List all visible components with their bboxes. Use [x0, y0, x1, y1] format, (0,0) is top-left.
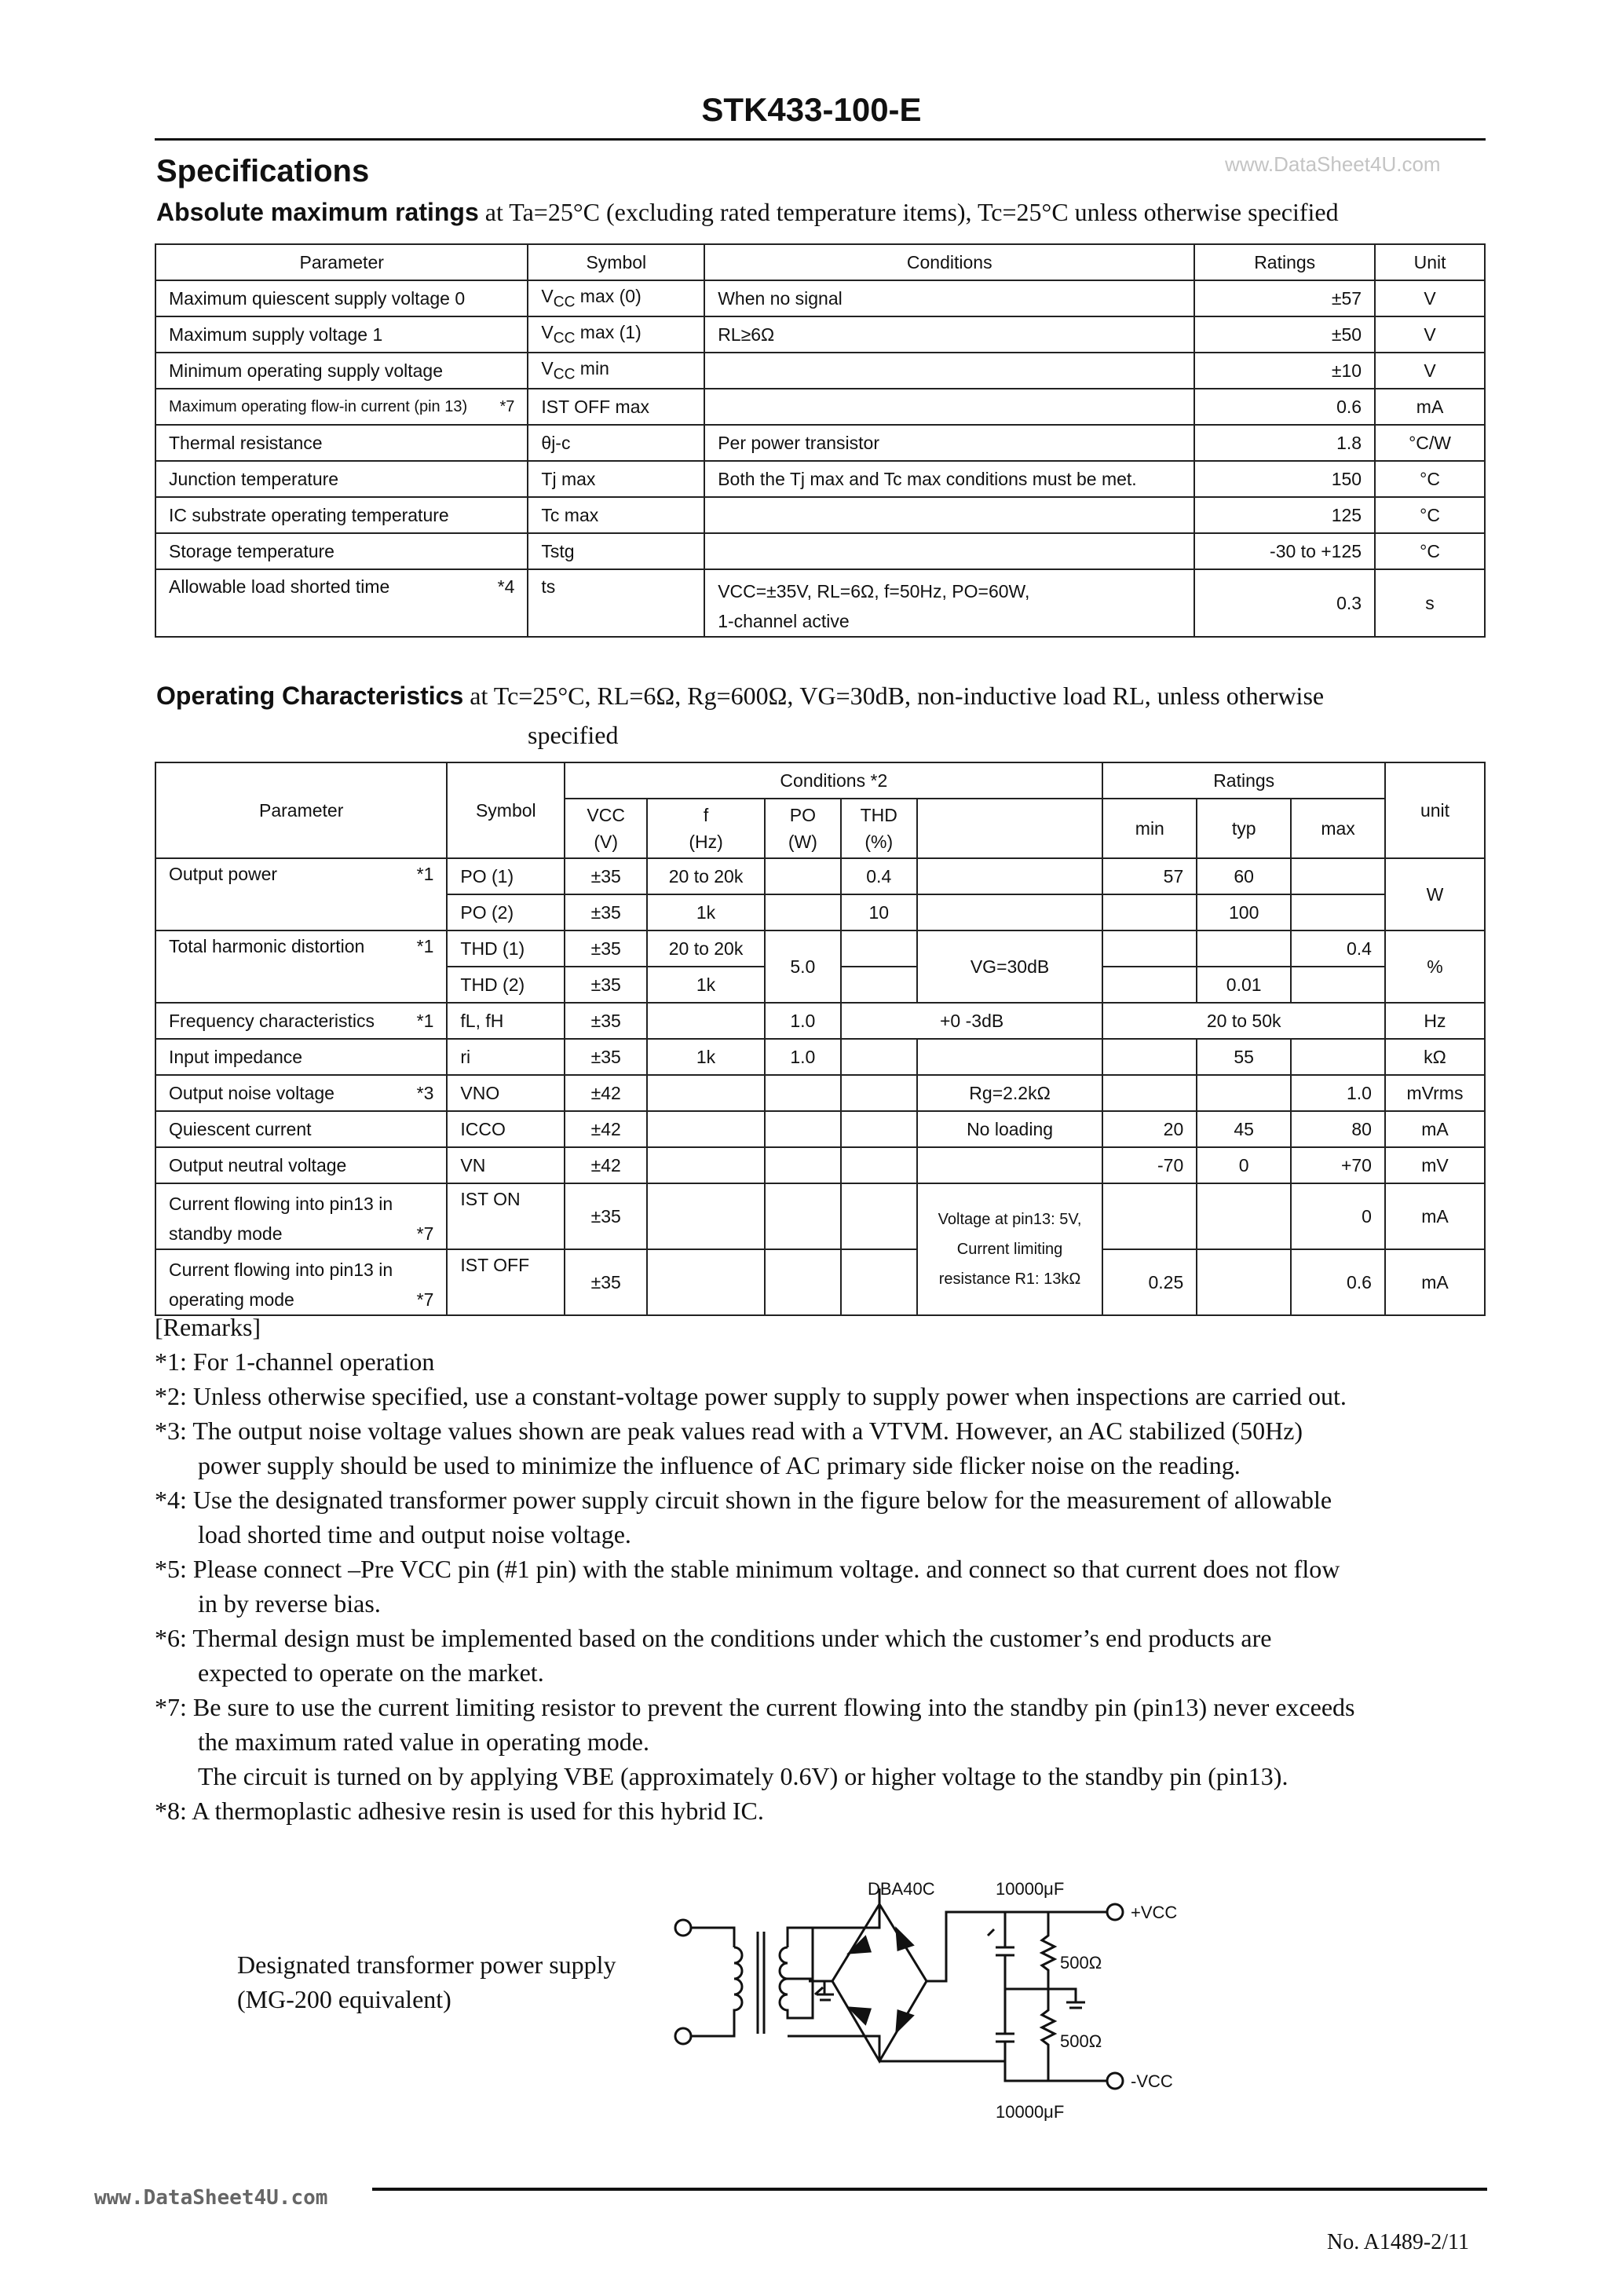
remark-line: in by reverse bias. [198, 1589, 381, 1618]
abs-param: Maximum supply voltage 1 [155, 316, 528, 353]
table-row [155, 461, 1485, 497]
op-symbol: ri [447, 1039, 565, 1075]
abs-symbol: $V_{CC}$ max (0) [528, 280, 704, 316]
abs-symbol: $V_{CC}$ min [528, 353, 704, 389]
remark-line: the maximum rated value in operating mode. [198, 1727, 649, 1756]
abs-unit: s [1375, 569, 1485, 637]
op-symbol: PO (2) [447, 894, 565, 930]
op-symbol: ICCO [447, 1111, 565, 1147]
op-header-typ: typ [1197, 799, 1291, 858]
abs-param: Maximum quiescent supply voltage 0 [155, 280, 528, 316]
abs-cond: RL≥6Ω [704, 316, 1194, 353]
table-row [155, 533, 1485, 569]
primary-coil-icon [734, 1947, 742, 2018]
abs-symbol: θj-c [528, 425, 704, 461]
table-row [155, 280, 1485, 316]
terminal-icon [675, 2028, 691, 2044]
op-symbol: THD (2) [447, 967, 565, 1003]
remark-line: *5: Please connect –Pre VCC pin (#1 pin) with the stable minimum voltage. and connect so that current does not flow [155, 1555, 1340, 1583]
op-param: Output power *1 [155, 858, 447, 930]
abs-unit: °C [1375, 533, 1485, 569]
remark-line: power supply should be used to minimize the influence of AC primary side flicker noise on the reading. [198, 1451, 1241, 1479]
res-bottom-label: 500Ω [1060, 2031, 1102, 2051]
abs-cond [704, 533, 1194, 569]
abs-cond [704, 389, 1194, 425]
op-heading [156, 682, 1324, 711]
abs-cond: Per power transistor [704, 425, 1194, 461]
abs-rating: ±10 [1194, 353, 1375, 389]
op-param: Current flowing into pin13 in standby mode *7 [155, 1183, 447, 1249]
abs-symbol: ts [528, 569, 704, 637]
operating-characteristics-table [155, 762, 1486, 1316]
terminal-icon [1107, 2073, 1123, 2089]
op-header-blank [917, 799, 1103, 858]
bridge-label: DBA40C [868, 1879, 935, 1899]
abs-rating: 0.3 [1194, 569, 1375, 637]
op-symbol: VN [447, 1147, 565, 1183]
remark-line: *8: A thermoplastic adhesive resin is used for this hybrid IC. [155, 1797, 764, 1825]
figure-caption: Designated transformer power supply (MG-200 equivalent) [237, 1951, 616, 2013]
abs-unit: °C/W [1375, 425, 1485, 461]
capacitor-icon [996, 1998, 1014, 2081]
table-row [155, 497, 1485, 533]
abs-rating: 150 [1194, 461, 1375, 497]
remark-line: *4: Use the designated transformer power supply circuit shown in the figure below for the measurement of allowable [155, 1486, 1332, 1514]
table-row: Output noise voltage *3 VNO ±42 Rg=2.2kΩ 1.0 mVrms [155, 1075, 1485, 1111]
cap-top-label: 10000μF [996, 1879, 1065, 1899]
abs-param: Storage temperature [155, 533, 528, 569]
document-number: No. A1489-2/11 [1327, 2230, 1469, 2254]
op-symbol: VNO [447, 1075, 565, 1111]
abs-header-symbol: Symbol [528, 244, 704, 280]
op-header-vcc: VCC (V) [565, 799, 647, 858]
remarks-block [155, 1310, 1490, 1828]
abs-cond: Both the Tj max and Tc max conditions must be met. [704, 461, 1194, 497]
abs-rating: ±57 [1194, 280, 1375, 316]
part-number-title: STK433-100-E [701, 91, 922, 128]
res-top-label: 500Ω [1060, 1953, 1102, 1972]
op-header-ratings: Ratings [1102, 762, 1385, 799]
abs-unit: V [1375, 280, 1485, 316]
abs-param: Allowable load shorted time *4 [155, 569, 528, 637]
remark-line: expected to operate on the market. [198, 1658, 544, 1687]
footer-watermark[interactable]: www.DataSheet4U.com [94, 2186, 328, 2210]
remark-line: *2: Unless otherwise specified, use a constant-voltage power supply to supply power when inspections are carried out. [155, 1382, 1347, 1410]
abs-unit: °C [1375, 497, 1485, 533]
op-header-f: f (Hz) [647, 799, 765, 858]
capacitor-icon [996, 1912, 1014, 1981]
abs-cond [704, 497, 1194, 533]
op-header-max: max [1291, 799, 1385, 858]
abs-cond [704, 353, 1194, 389]
op-symbol: IST OFF [447, 1249, 565, 1315]
op-condition-2: specified [528, 721, 619, 749]
op-header-conditions: Conditions *2 [565, 762, 1102, 799]
remark-line: load shorted time and output noise voltage. [198, 1520, 631, 1548]
abs-heading [156, 198, 1339, 227]
abs-header-conditions: Conditions [704, 244, 1194, 280]
table-row: Total harmonic distortion *1 THD (1) ±35 20 to 20k 5.0 VG=30dB 0.4 % [155, 930, 1485, 967]
transformer-power-supply-diagram [660, 1873, 1288, 2132]
secondary-coil-icon [780, 1928, 813, 2018]
table-row [155, 569, 1485, 637]
table-row [155, 353, 1485, 389]
abs-param: Maximum operating flow-in current (pin 13) *7 [155, 389, 528, 425]
op-header-po: PO (W) [765, 799, 841, 858]
resistor-icon [1042, 1912, 1055, 1989]
abs-symbol: Tj max [528, 461, 704, 497]
remark-line: *7: Be sure to use the current limiting resistor to prevent the current flowing into the standby pin (pin13) never exceeds [155, 1693, 1355, 1721]
cap-bottom-label: 10000μF [996, 2102, 1065, 2122]
abs-symbol: Tstg [528, 533, 704, 569]
abs-symbol: Tc max [528, 497, 704, 533]
op-param: Current flowing into pin13 in operating mode *7 [155, 1249, 447, 1315]
op-param: Output noise voltage *3 [155, 1075, 447, 1111]
watermark-top[interactable]: www.DataSheet4U.com [1225, 152, 1441, 176]
table-row: Output power *1 PO (1) ±35 20 to 20k 0.4 57 60 W [155, 858, 1485, 894]
primary-wire [691, 1928, 734, 2036]
abs-rating: 125 [1194, 497, 1375, 533]
abs-param: Thermal resistance [155, 425, 528, 461]
abs-cond: When no signal [704, 280, 1194, 316]
abs-rating: 0.6 [1194, 389, 1375, 425]
table-row: Current flowing into pin13 in operating mode *7 IST OFF ±35 0.25 0.6 mA [155, 1249, 1485, 1315]
table-row: Current flowing into pin13 in standby mode *7 IST ON ±35 Voltage at pin13: 5V, Current limiting resistance R1: 13kΩ 0 mA [155, 1183, 1485, 1249]
table-row: PO (2) ±35 1k 10 100 [155, 894, 1485, 930]
op-param: Output neutral voltage [155, 1147, 447, 1183]
op-symbol: IST ON [447, 1183, 565, 1249]
abs-param: IC substrate operating temperature [155, 497, 528, 533]
abs-symbol: IST OFF max [528, 389, 704, 425]
terminal-icon [1107, 1904, 1123, 1920]
abs-param: Junction temperature [155, 461, 528, 497]
abs-header-unit: Unit [1375, 244, 1485, 280]
abs-header-ratings: Ratings [1194, 244, 1375, 280]
op-header-min: min [1102, 799, 1197, 858]
abs-cond: VCC=±35V, RL=6Ω, f=50Hz, PO=60W, 1-channel active [704, 569, 1194, 637]
remark-line: The circuit is turned on by applying VBE (approximately 0.6V) or higher voltage to the standby pin (pin13). [198, 1762, 1289, 1790]
table-row: Quiescent current ICCO ±42 No loading 20 45 80 mA [155, 1111, 1485, 1147]
op-title: Operating Characteristics [156, 682, 464, 710]
op-symbol: PO (1) [447, 858, 565, 894]
abs-max-ratings-table [155, 243, 1486, 638]
op-param: Quiescent current [155, 1111, 447, 1147]
abs-unit: V [1375, 316, 1485, 353]
table-row [155, 316, 1485, 353]
table-row: Input impedance ri ±35 1k 1.0 55 kΩ [155, 1039, 1485, 1075]
op-symbol: fL, fH [447, 1003, 565, 1039]
abs-unit: °C [1375, 461, 1485, 497]
abs-title: Absolute maximum ratings [156, 198, 479, 226]
ground-icon [1066, 2002, 1085, 2008]
remark-line: *6: Thermal design must be implemented based on the conditions under which the customer’s end products are [155, 1624, 1272, 1652]
vcc-negative-label: -VCC [1131, 2071, 1173, 2091]
op-param: Total harmonic distortion *1 [155, 930, 447, 1003]
op-header-unit: unit [1385, 762, 1485, 858]
header-rule [155, 138, 1486, 141]
abs-rating: 1.8 [1194, 425, 1375, 461]
abs-param: Minimum operating supply voltage [155, 353, 528, 389]
abs-symbol: $V_{CC}$ max (1) [528, 316, 704, 353]
op-param: Input impedance [155, 1039, 447, 1075]
abs-condition: at Ta=25°C (excluding rated temperature items), Tc=25°C unless otherwise specified [478, 198, 1339, 226]
footer-rule [372, 2188, 1487, 2191]
abs-header-parameter: Parameter [155, 244, 528, 280]
table-row: Output neutral voltage VN ±42 -70 0 +70 mV [155, 1147, 1485, 1183]
abs-rating: -30 to +125 [1194, 533, 1375, 569]
op-header-symbol: Symbol [447, 762, 565, 858]
table-row [155, 425, 1485, 461]
abs-unit: mA [1375, 389, 1485, 425]
table-row: THD (2) ±35 1k 0.01 [155, 967, 1485, 1003]
section-title: Specifications [156, 154, 370, 188]
resistor-icon [1042, 1989, 1055, 2081]
vcc-positive-label: +VCC [1131, 1903, 1178, 1922]
op-symbol: THD (1) [447, 930, 565, 967]
remark-line: *1: For 1-channel operation [155, 1347, 435, 1376]
remarks-title: [Remarks] [155, 1313, 261, 1341]
table-row: Frequency characteristics *1 fL, fH ±35 1.0 +0 -3dB 20 to 50k Hz [155, 1003, 1485, 1039]
op-pin13-conditions: Voltage at pin13: 5V, Current limiting resistance R1: 13kΩ [917, 1183, 1103, 1315]
op-condition: at Tc=25°C, RL=6Ω, Rg=600Ω, VG=30dB, non-inductive load RL, unless otherwise [463, 682, 1325, 710]
remark-line: *3: The output noise voltage values shown are peak values read with a VTVM. However, an AC stabilized (50Hz) [155, 1417, 1303, 1445]
table-row [155, 389, 1485, 425]
op-param: Frequency characteristics *1 [155, 1003, 447, 1039]
abs-unit: V [1375, 353, 1485, 389]
terminal-icon [675, 1920, 691, 1936]
negative-rail [879, 1888, 1107, 2081]
op-header-parameter: Parameter [155, 762, 447, 858]
abs-rating: ±50 [1194, 316, 1375, 353]
op-header-thd: THD (%) [841, 799, 917, 858]
